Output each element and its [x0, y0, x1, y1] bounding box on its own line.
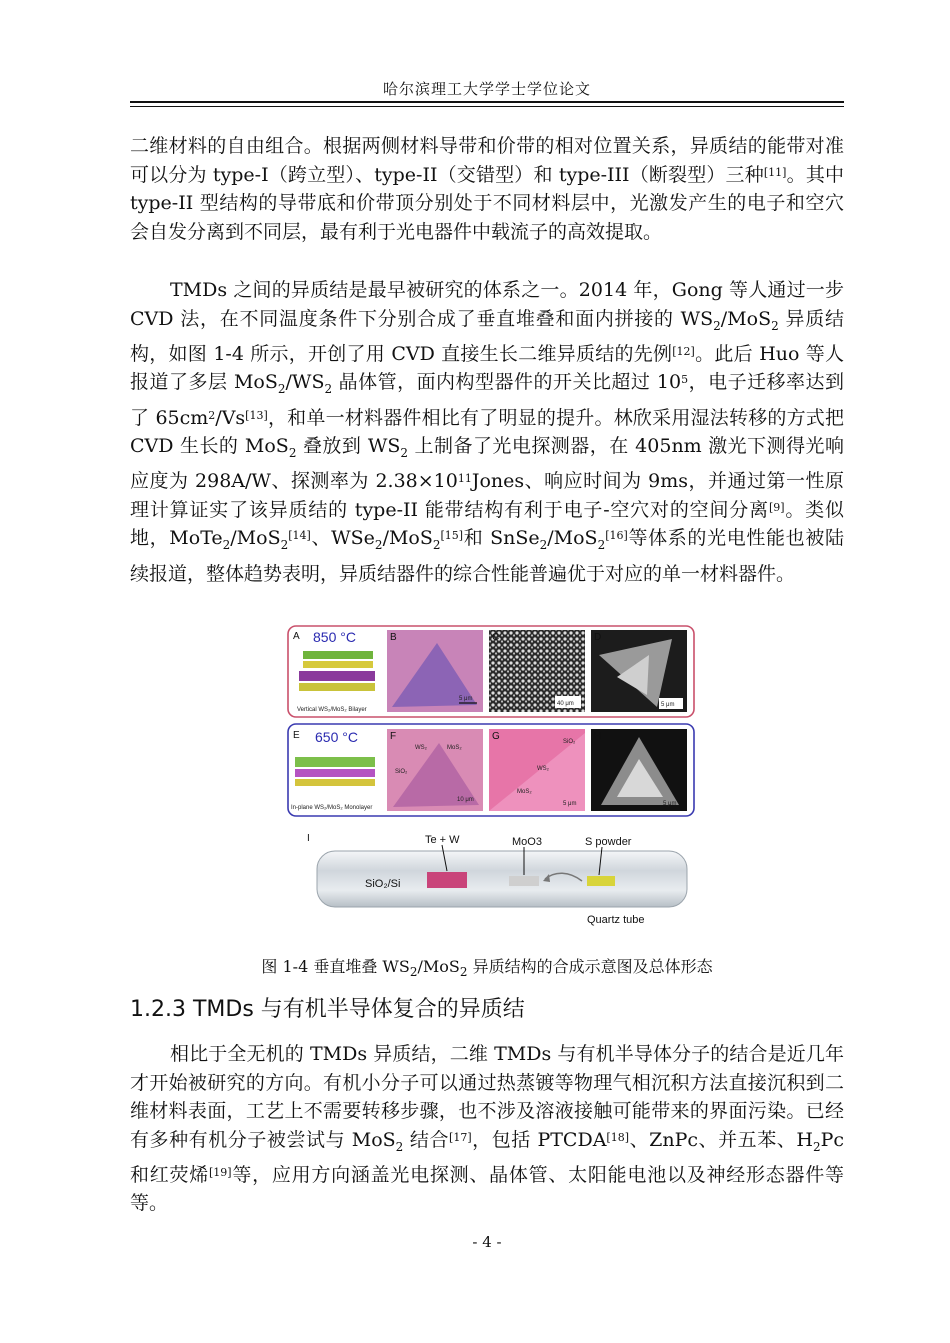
- svg-text:I: I: [307, 833, 310, 844]
- panel-d: [591, 630, 687, 712]
- svg-text:40 μm: 40 μm: [557, 701, 574, 707]
- svg-text:D: D: [594, 632, 602, 643]
- panel-h: [591, 729, 687, 811]
- page-number: - 4 -: [472, 1233, 502, 1251]
- paragraph-3: 相比于全无机的 TMDs 异质结，二维 TMDs 与有机半导体分子的结合是近几年才开始被研究的方向。有机小分子可以通过热蒸镀等物理气相沉积方法直接沉积到二维材料表面，工艺上不需要转移步骤，也不涉及溶液接触可能带来的界面污染。已经有多种有机分子被尝试与 MoS$_2$ 结合[17]，包括 PTCDA[18]、ZnPc、并五苯、$H_2Pc$ 和红荧烯[19]等，应用方向涵盖光电探测、晶体管、太阳能电池以及神经形态器件等等。: [130, 1043, 845, 1215]
- header-rule-thick: [130, 101, 844, 103]
- svg-text:In-plane WS₂/MoS₂ Monolayer: In-plane WS₂/MoS₂ Monolayer: [291, 805, 373, 811]
- svg-text:Quartz tube: Quartz tube: [587, 914, 645, 926]
- svg-text:SiO₂: SiO₂: [395, 769, 408, 775]
- svg-text:WS₂: WS₂: [415, 745, 427, 751]
- svg-text:E: E: [293, 730, 300, 741]
- svg-text:5 μm: 5 μm: [661, 702, 675, 708]
- panel-g: [489, 729, 585, 811]
- svg-text:10 μm: 10 μm: [457, 797, 474, 803]
- paragraph-2: TMDs 之间的异质结是最早被研究的体系之一。2014 年，Gong 等人通过一步 CVD 法，在不同温度条件下分别合成了垂直堆叠和面内拼接的 $WS_2/MoS_2$ 异质结构，如图 1-4 所示，开创了用 CVD 直接生长二维异质结的先例[12]。此后 Huo 等人报道了多层 $MoS_2/WS_2$ 晶体管，面内构型器件的开关比超过 $10^5$，电子迁移率达到了 $65cm^2/Vs[13]$，和单一材料器件相比有了明显的提升。林欣采用湿法转移的方式把 CVD 生长的 MoS$_2$ 叠放到 $WS_2$ 上制备了光电探测器，在 405nm 激光下测得光响应度为 298A/W、探测率为 $2.38\times 10^{11}Jones$、响应时间为 9ms，并通过第一性原理计算证实了该异质结的 type-II 能带结构有利于电子-空穴对的空间分离[9]。类似地，MoTe$_2$/MoS$_2$[14]、WSe$_2$/MoS$_2$[15]和 SnSe$_2$/MoS$_2$[16]等体系的光电性能也被陆续报道，整体趋势表明，异质结器件的综合性能普遍优于对应的单一材料器件。: [130, 279, 845, 585]
- panel-c: [489, 630, 585, 712]
- svg-text:SiO₂: SiO₂: [563, 739, 576, 745]
- svg-text:Vertical WS₂/MoS₂ Bilayer: Vertical WS₂/MoS₂ Bilayer: [297, 707, 367, 713]
- panel-f: [387, 729, 483, 811]
- panel-i: [307, 833, 687, 926]
- svg-text:S powder: S powder: [585, 836, 632, 848]
- svg-text:MoS₂: MoS₂: [447, 745, 462, 751]
- svg-text:5 μm: 5 μm: [663, 801, 677, 807]
- svg-text:B: B: [390, 632, 397, 643]
- svg-text:C: C: [492, 632, 500, 643]
- svg-text:H: H: [594, 731, 602, 742]
- svg-text:650 °C: 650 °C: [315, 729, 358, 745]
- running-header: 哈尔滨理工大学学士学位论文: [382, 80, 591, 98]
- figure-caption: 图 1-4 垂直堆叠 $WS_2/MoS_2$ 异质结构的合成示意图及总体形态: [261, 957, 713, 980]
- svg-text:F: F: [390, 731, 397, 742]
- svg-text:SiO₂/Si: SiO₂/Si: [365, 878, 401, 890]
- figure-1-4: [287, 625, 697, 930]
- svg-text:A: A: [293, 631, 300, 642]
- svg-text:850 °C: 850 °C: [313, 629, 356, 645]
- paragraph-1: 二维材料的自由组合。根据两侧材料导带和价带的相对位置关系，异质结的能带对准可以分为 type-I（跨立型）、type-II（交错型）和 type-III（断裂型）三种[11]。其中 type-II 型结构的导带底和价带顶分别处于不同材料层中，光激发产生的电子和空穴会自发分离到不同层，最有利于光电器件中载流子的高效提取。: [130, 135, 844, 243]
- svg-text:5 μm: 5 μm: [563, 801, 577, 807]
- svg-text:MoO3: MoO3: [512, 836, 542, 848]
- svg-text:MoS₂: MoS₂: [517, 789, 532, 795]
- header-rule-thin: [130, 106, 844, 107]
- panel-e: [291, 729, 375, 811]
- svg-text:WS₂: WS₂: [537, 766, 549, 772]
- svg-text:G: G: [492, 731, 500, 742]
- svg-text:5 μm: 5 μm: [459, 696, 473, 702]
- svg-text:Te + W: Te + W: [425, 834, 460, 846]
- panel-b: [387, 630, 483, 712]
- section-heading: 1.2.3 TMDs 与有机半导体复合的异质结: [130, 997, 525, 1022]
- panel-a: [293, 629, 375, 713]
